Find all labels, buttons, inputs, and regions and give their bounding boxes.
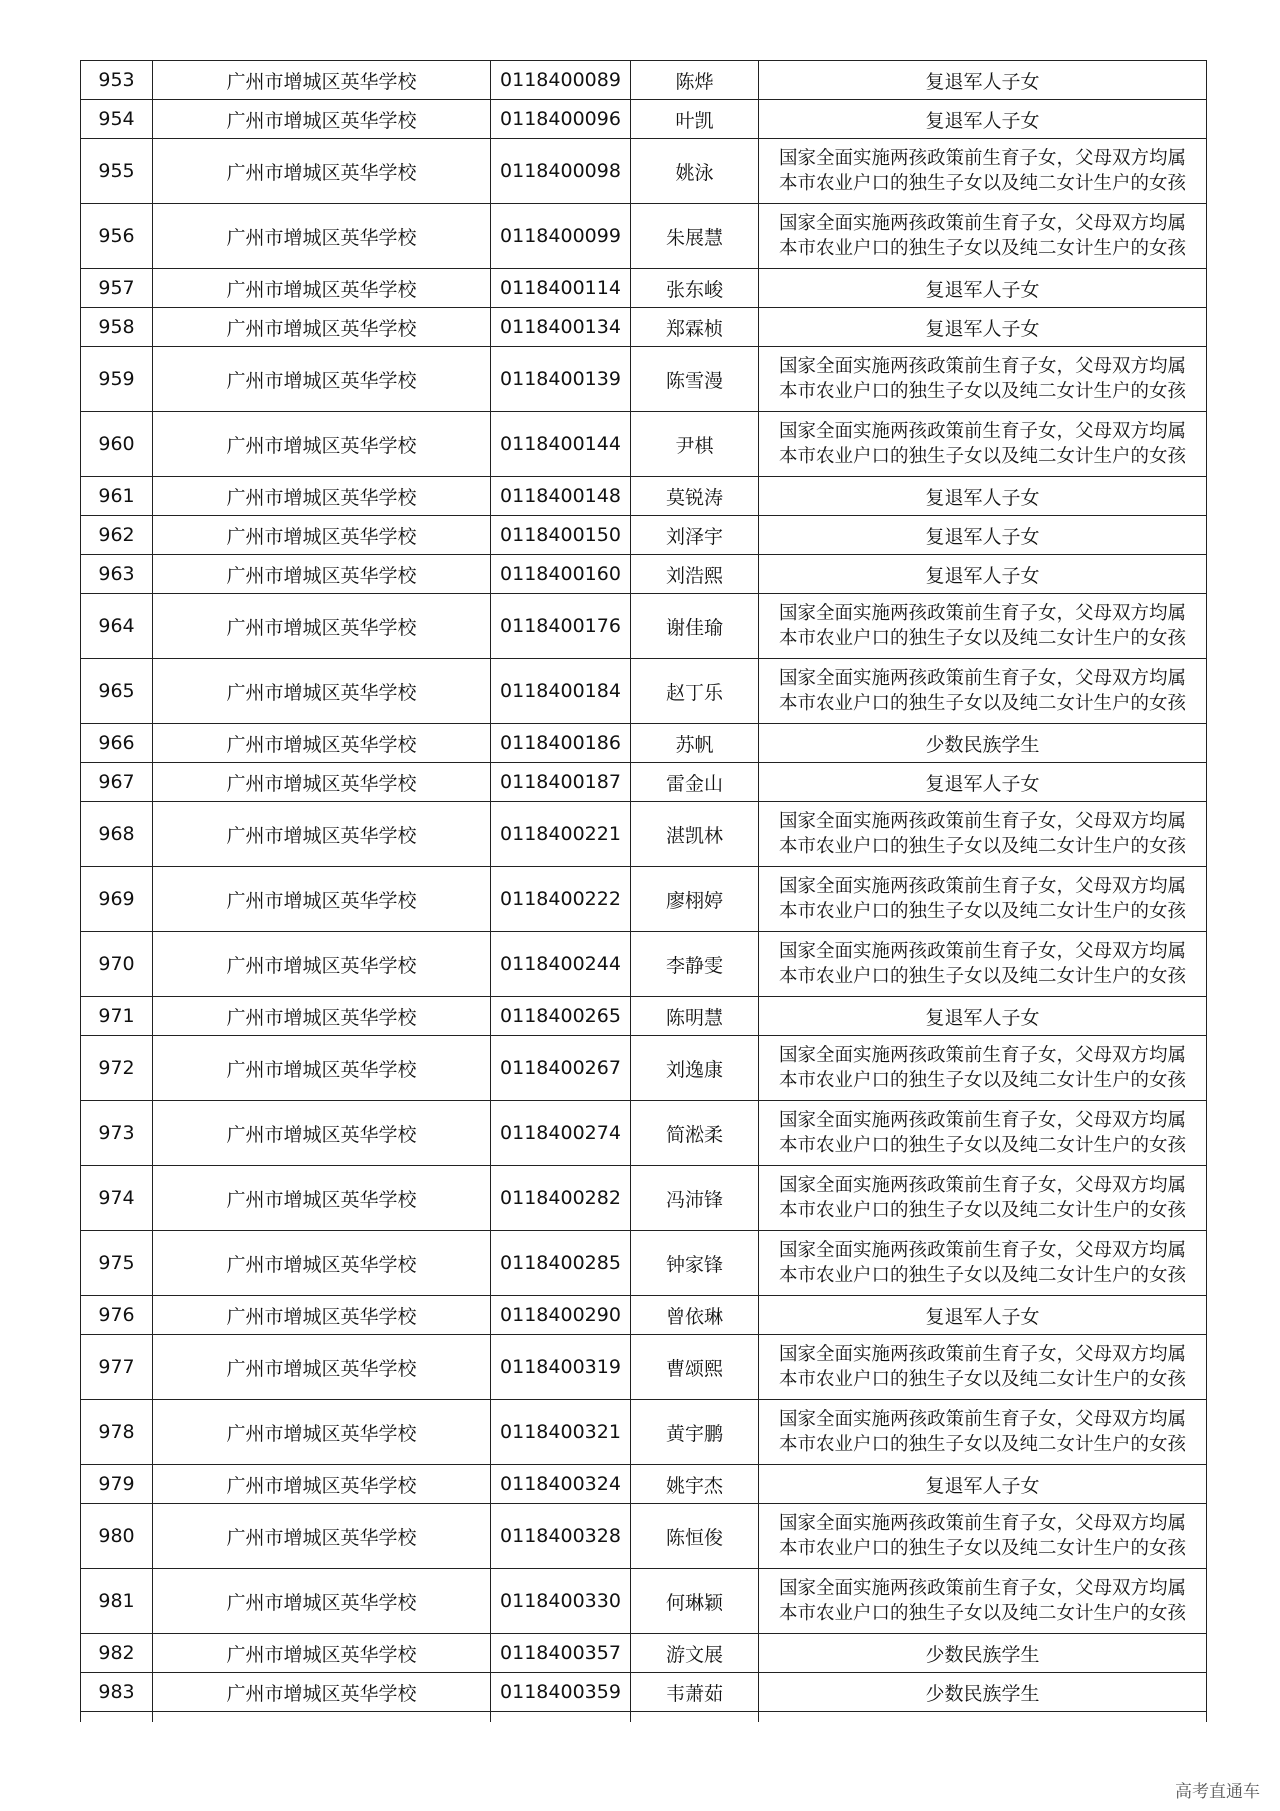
table-row bbox=[81, 1504, 1207, 1569]
category-line: 国家全面实施两孩政策前生育子女，父母双方均属 bbox=[778, 1240, 1186, 1261]
category-line: 本市农业户口的独生子女以及纯二女计生户的女孩 bbox=[778, 1538, 1186, 1559]
category-cell bbox=[759, 1036, 1207, 1101]
student-id-cell: 0118400099 bbox=[491, 204, 631, 269]
category-line: 国家全面实施两孩政策前生育子女，父母双方均属 bbox=[778, 876, 1186, 897]
school-cell: 广州市增城区英华学校 bbox=[153, 802, 491, 867]
row-number-cell: 979 bbox=[81, 1465, 153, 1504]
row-number-cell: 977 bbox=[81, 1335, 153, 1400]
row-number-cell: 968 bbox=[81, 802, 153, 867]
student-id-cell: 0118400150 bbox=[491, 516, 631, 555]
student-id-cell: 0118400187 bbox=[491, 763, 631, 802]
category-cell bbox=[759, 1569, 1207, 1634]
student-name-cell: 曹颂熙 bbox=[631, 1335, 759, 1400]
row-number-cell: 969 bbox=[81, 867, 153, 932]
student-id-cell: 0118400089 bbox=[491, 61, 631, 100]
category-line: 本市农业户口的独生子女以及纯二女计生户的女孩 bbox=[778, 238, 1186, 259]
student-name-cell: 韦萧茹 bbox=[631, 1673, 759, 1712]
student-id-cell: 0118400184 bbox=[491, 659, 631, 724]
student-name-cell: 姚泳 bbox=[631, 139, 759, 204]
student-id-cell: 0118400357 bbox=[491, 1634, 631, 1673]
school-cell: 广州市增城区英华学校 bbox=[153, 1400, 491, 1465]
school-cell: 广州市增城区英华学校 bbox=[153, 659, 491, 724]
category-line: 本市农业户口的独生子女以及纯二女计生户的女孩 bbox=[778, 446, 1186, 467]
category-cell: 复退军人子女 bbox=[759, 997, 1207, 1036]
school-cell: 广州市增城区英华学校 bbox=[153, 1504, 491, 1569]
table-row bbox=[81, 1400, 1207, 1465]
school-cell: 广州市增城区英华学校 bbox=[153, 1634, 491, 1673]
school-cell: 广州市增城区英华学校 bbox=[153, 204, 491, 269]
category-line: 国家全面实施两孩政策前生育子女，父母双方均属 bbox=[778, 811, 1186, 832]
student-name-cell: 莫锐涛 bbox=[631, 477, 759, 516]
student-name-cell: 冯沛锋 bbox=[631, 1166, 759, 1231]
category-cell bbox=[759, 347, 1207, 412]
student-name-cell: 陈恒俊 bbox=[631, 1504, 759, 1569]
student-id-cell: 0118400144 bbox=[491, 412, 631, 477]
school-cell: 广州市增城区英华学校 bbox=[153, 1465, 491, 1504]
student-id-cell: 0118400221 bbox=[491, 802, 631, 867]
student-id-cell: 0118400186 bbox=[491, 724, 631, 763]
student-name-cell: 张东峻 bbox=[631, 269, 759, 308]
category-cell bbox=[759, 1335, 1207, 1400]
student-name-cell: 何琳颖 bbox=[631, 1569, 759, 1634]
school-cell: 广州市增城区英华学校 bbox=[153, 477, 491, 516]
row-number-cell: 957 bbox=[81, 269, 153, 308]
student-table bbox=[80, 60, 1207, 1722]
table-row bbox=[81, 659, 1207, 724]
category-cell bbox=[759, 1504, 1207, 1569]
row-number-cell: 975 bbox=[81, 1231, 153, 1296]
school-cell: 广州市增城区英华学校 bbox=[153, 347, 491, 412]
student-name-cell: 雷金山 bbox=[631, 763, 759, 802]
school-cell: 广州市增城区英华学校 bbox=[153, 139, 491, 204]
student-name-cell: 湛凯林 bbox=[631, 802, 759, 867]
category-cell: 复退军人子女 bbox=[759, 61, 1207, 100]
table-row bbox=[81, 204, 1207, 269]
student-id-cell: 0118400274 bbox=[491, 1101, 631, 1166]
category-cell bbox=[759, 594, 1207, 659]
row-number-cell: 959 bbox=[81, 347, 153, 412]
category-cell: 复退军人子女 bbox=[759, 477, 1207, 516]
category-cell bbox=[759, 1231, 1207, 1296]
category-cell bbox=[759, 659, 1207, 724]
row-number-cell: 956 bbox=[81, 204, 153, 269]
student-name-cell: 刘泽宇 bbox=[631, 516, 759, 555]
table-row bbox=[81, 594, 1207, 659]
row-number-cell: 970 bbox=[81, 932, 153, 997]
table-row bbox=[81, 1036, 1207, 1101]
row-number-cell: 960 bbox=[81, 412, 153, 477]
table-row bbox=[81, 555, 1207, 594]
student-id-cell: 0118400134 bbox=[491, 308, 631, 347]
category-line: 国家全面实施两孩政策前生育子女，父母双方均属 bbox=[778, 1578, 1186, 1599]
category-line: 国家全面实施两孩政策前生育子女，父母双方均属 bbox=[778, 1513, 1186, 1534]
student-name-cell: 叶凯 bbox=[631, 100, 759, 139]
category-line: 国家全面实施两孩政策前生育子女，父母双方均属 bbox=[778, 421, 1186, 442]
school-cell: 广州市增城区英华学校 bbox=[153, 867, 491, 932]
row-number-cell: 961 bbox=[81, 477, 153, 516]
student-name-cell: 姚宇杰 bbox=[631, 1465, 759, 1504]
student-id-cell: 0118400267 bbox=[491, 1036, 631, 1101]
table-row bbox=[81, 139, 1207, 204]
table-row bbox=[81, 932, 1207, 997]
student-id-cell: 0118400222 bbox=[491, 867, 631, 932]
row-number-cell: 958 bbox=[81, 308, 153, 347]
row-number-cell: 983 bbox=[81, 1673, 153, 1712]
student-id-cell: 0118400328 bbox=[491, 1504, 631, 1569]
row-number-cell: 954 bbox=[81, 100, 153, 139]
category-line: 本市农业户口的独生子女以及纯二女计生户的女孩 bbox=[778, 901, 1186, 922]
category-cell bbox=[759, 412, 1207, 477]
table-continuation bbox=[81, 1712, 1207, 1723]
row-number-cell: 965 bbox=[81, 659, 153, 724]
table-row bbox=[81, 1634, 1207, 1673]
category-line: 本市农业户口的独生子女以及纯二女计生户的女孩 bbox=[778, 628, 1186, 649]
student-name-cell: 廖栩婷 bbox=[631, 867, 759, 932]
category-line: 国家全面实施两孩政策前生育子女，父母双方均属 bbox=[778, 603, 1186, 624]
category-line: 本市农业户口的独生子女以及纯二女计生户的女孩 bbox=[778, 381, 1186, 402]
school-cell: 广州市增城区英华学校 bbox=[153, 308, 491, 347]
empty-cell bbox=[759, 1712, 1207, 1723]
student-name-cell: 郑霖桢 bbox=[631, 308, 759, 347]
table-row bbox=[81, 100, 1207, 139]
row-number-cell: 964 bbox=[81, 594, 153, 659]
category-line: 国家全面实施两孩政策前生育子女，父母双方均属 bbox=[778, 668, 1186, 689]
student-name-cell: 曾依琳 bbox=[631, 1296, 759, 1335]
row-number-cell: 973 bbox=[81, 1101, 153, 1166]
empty-cell bbox=[81, 1712, 153, 1723]
table-row bbox=[81, 1166, 1207, 1231]
empty-cell bbox=[631, 1712, 759, 1723]
student-name-cell: 钟家锋 bbox=[631, 1231, 759, 1296]
category-line: 国家全面实施两孩政策前生育子女，父母双方均属 bbox=[778, 1344, 1186, 1365]
student-name-cell: 苏帆 bbox=[631, 724, 759, 763]
category-line: 本市农业户口的独生子女以及纯二女计生户的女孩 bbox=[778, 1603, 1186, 1624]
row-number-cell: 955 bbox=[81, 139, 153, 204]
student-id-cell: 0118400160 bbox=[491, 555, 631, 594]
row-number-cell: 972 bbox=[81, 1036, 153, 1101]
student-name-cell: 刘逸康 bbox=[631, 1036, 759, 1101]
category-line: 本市农业户口的独生子女以及纯二女计生户的女孩 bbox=[778, 966, 1186, 987]
table-row bbox=[81, 724, 1207, 763]
student-name-cell: 陈雪漫 bbox=[631, 347, 759, 412]
student-id-cell: 0118400244 bbox=[491, 932, 631, 997]
student-id-cell: 0118400148 bbox=[491, 477, 631, 516]
school-cell: 广州市增城区英华学校 bbox=[153, 516, 491, 555]
row-number-cell: 953 bbox=[81, 61, 153, 100]
table-row bbox=[81, 1101, 1207, 1166]
student-name-cell: 陈明慧 bbox=[631, 997, 759, 1036]
table-body bbox=[81, 61, 1207, 1723]
student-id-cell: 0118400319 bbox=[491, 1335, 631, 1400]
category-cell bbox=[759, 1400, 1207, 1465]
student-id-cell: 0118400321 bbox=[491, 1400, 631, 1465]
school-cell: 广州市增城区英华学校 bbox=[153, 1101, 491, 1166]
category-line: 本市农业户口的独生子女以及纯二女计生户的女孩 bbox=[778, 1135, 1186, 1156]
category-line: 国家全面实施两孩政策前生育子女，父母双方均属 bbox=[778, 356, 1186, 377]
row-number-cell: 976 bbox=[81, 1296, 153, 1335]
student-id-cell: 0118400139 bbox=[491, 347, 631, 412]
student-name-cell: 李静雯 bbox=[631, 932, 759, 997]
table-row bbox=[81, 1335, 1207, 1400]
student-id-cell: 0118400265 bbox=[491, 997, 631, 1036]
table-row bbox=[81, 763, 1207, 802]
row-number-cell: 963 bbox=[81, 555, 153, 594]
category-line: 国家全面实施两孩政策前生育子女，父母双方均属 bbox=[778, 1110, 1186, 1131]
row-number-cell: 974 bbox=[81, 1166, 153, 1231]
category-cell: 复退军人子女 bbox=[759, 1296, 1207, 1335]
category-line: 本市农业户口的独生子女以及纯二女计生户的女孩 bbox=[778, 836, 1186, 857]
category-cell bbox=[759, 139, 1207, 204]
student-id-cell: 0118400176 bbox=[491, 594, 631, 659]
category-line: 本市农业户口的独生子女以及纯二女计生户的女孩 bbox=[778, 1434, 1186, 1455]
student-name-cell: 尹棋 bbox=[631, 412, 759, 477]
student-id-cell: 0118400096 bbox=[491, 100, 631, 139]
row-number-cell: 981 bbox=[81, 1569, 153, 1634]
category-line: 本市农业户口的独生子女以及纯二女计生户的女孩 bbox=[778, 1265, 1186, 1286]
school-cell: 广州市增城区英华学校 bbox=[153, 61, 491, 100]
row-number-cell: 962 bbox=[81, 516, 153, 555]
category-line: 国家全面实施两孩政策前生育子女，父母双方均属 bbox=[778, 1175, 1186, 1196]
category-cell: 少数民族学生 bbox=[759, 724, 1207, 763]
table-row bbox=[81, 802, 1207, 867]
category-cell bbox=[759, 802, 1207, 867]
student-id-cell: 0118400282 bbox=[491, 1166, 631, 1231]
school-cell: 广州市增城区英华学校 bbox=[153, 1673, 491, 1712]
empty-cell bbox=[491, 1712, 631, 1723]
school-cell: 广州市增城区英华学校 bbox=[153, 1036, 491, 1101]
row-number-cell: 978 bbox=[81, 1400, 153, 1465]
category-cell bbox=[759, 932, 1207, 997]
category-line: 国家全面实施两孩政策前生育子女，父母双方均属 bbox=[778, 941, 1186, 962]
student-id-cell: 0118400098 bbox=[491, 139, 631, 204]
results-sheet bbox=[80, 60, 1206, 1722]
school-cell: 广州市增城区英华学校 bbox=[153, 269, 491, 308]
student-id-cell: 0118400285 bbox=[491, 1231, 631, 1296]
student-name-cell: 谢佳瑜 bbox=[631, 594, 759, 659]
school-cell: 广州市增城区英华学校 bbox=[153, 1166, 491, 1231]
table-row bbox=[81, 61, 1207, 100]
table-row bbox=[81, 997, 1207, 1036]
row-number-cell: 982 bbox=[81, 1634, 153, 1673]
student-id-cell: 0118400114 bbox=[491, 269, 631, 308]
school-cell: 广州市增城区英华学校 bbox=[153, 1231, 491, 1296]
row-number-cell: 980 bbox=[81, 1504, 153, 1569]
student-name-cell: 黄宇鹏 bbox=[631, 1400, 759, 1465]
school-cell: 广州市增城区英华学校 bbox=[153, 555, 491, 594]
category-line: 本市农业户口的独生子女以及纯二女计生户的女孩 bbox=[778, 1369, 1186, 1390]
school-cell: 广州市增城区英华学校 bbox=[153, 724, 491, 763]
watermark-text: 高考直通车 bbox=[1175, 1782, 1260, 1802]
category-cell bbox=[759, 1101, 1207, 1166]
category-cell: 复退军人子女 bbox=[759, 269, 1207, 308]
student-name-cell: 游文展 bbox=[631, 1634, 759, 1673]
row-number-cell: 966 bbox=[81, 724, 153, 763]
table-row bbox=[81, 1569, 1207, 1634]
category-cell bbox=[759, 1166, 1207, 1231]
student-id-cell: 0118400330 bbox=[491, 1569, 631, 1634]
category-line: 国家全面实施两孩政策前生育子女，父母双方均属 bbox=[778, 1045, 1186, 1066]
table-row bbox=[81, 412, 1207, 477]
school-cell: 广州市增城区英华学校 bbox=[153, 1335, 491, 1400]
empty-cell bbox=[153, 1712, 491, 1723]
school-cell: 广州市增城区英华学校 bbox=[153, 594, 491, 659]
category-cell: 复退军人子女 bbox=[759, 1465, 1207, 1504]
category-cell: 复退军人子女 bbox=[759, 308, 1207, 347]
school-cell: 广州市增城区英华学校 bbox=[153, 932, 491, 997]
category-line: 本市农业户口的独生子女以及纯二女计生户的女孩 bbox=[778, 1070, 1186, 1091]
school-cell: 广州市增城区英华学校 bbox=[153, 412, 491, 477]
school-cell: 广州市增城区英华学校 bbox=[153, 763, 491, 802]
category-cell: 复退军人子女 bbox=[759, 100, 1207, 139]
category-cell: 复退军人子女 bbox=[759, 555, 1207, 594]
student-id-cell: 0118400290 bbox=[491, 1296, 631, 1335]
table-row bbox=[81, 1673, 1207, 1712]
table-row bbox=[81, 347, 1207, 412]
table-row bbox=[81, 308, 1207, 347]
student-name-cell: 赵丁乐 bbox=[631, 659, 759, 724]
row-number-cell: 967 bbox=[81, 763, 153, 802]
student-id-cell: 0118400359 bbox=[491, 1673, 631, 1712]
table-row bbox=[81, 269, 1207, 308]
category-line: 国家全面实施两孩政策前生育子女，父母双方均属 bbox=[778, 1409, 1186, 1430]
school-cell: 广州市增城区英华学校 bbox=[153, 100, 491, 139]
row-number-cell: 971 bbox=[81, 997, 153, 1036]
category-cell bbox=[759, 204, 1207, 269]
student-name-cell: 刘浩熙 bbox=[631, 555, 759, 594]
table-row bbox=[81, 1465, 1207, 1504]
school-cell: 广州市增城区英华学校 bbox=[153, 1296, 491, 1335]
student-name-cell: 简淞柔 bbox=[631, 1101, 759, 1166]
school-cell: 广州市增城区英华学校 bbox=[153, 1569, 491, 1634]
category-cell: 复退军人子女 bbox=[759, 763, 1207, 802]
category-line: 本市农业户口的独生子女以及纯二女计生户的女孩 bbox=[778, 1200, 1186, 1221]
school-cell: 广州市增城区英华学校 bbox=[153, 997, 491, 1036]
table-row bbox=[81, 516, 1207, 555]
table-row bbox=[81, 867, 1207, 932]
table-row bbox=[81, 1296, 1207, 1335]
category-cell: 复退军人子女 bbox=[759, 516, 1207, 555]
category-cell bbox=[759, 867, 1207, 932]
student-name-cell: 陈烨 bbox=[631, 61, 759, 100]
student-id-cell: 0118400324 bbox=[491, 1465, 631, 1504]
table-row bbox=[81, 1231, 1207, 1296]
table-row bbox=[81, 477, 1207, 516]
category-cell: 少数民族学生 bbox=[759, 1634, 1207, 1673]
category-cell: 少数民族学生 bbox=[759, 1673, 1207, 1712]
category-line: 本市农业户口的独生子女以及纯二女计生户的女孩 bbox=[778, 693, 1186, 714]
student-name-cell: 朱展慧 bbox=[631, 204, 759, 269]
category-line: 国家全面实施两孩政策前生育子女，父母双方均属 bbox=[778, 213, 1186, 234]
category-line: 本市农业户口的独生子女以及纯二女计生户的女孩 bbox=[778, 173, 1186, 194]
category-line: 国家全面实施两孩政策前生育子女，父母双方均属 bbox=[778, 148, 1186, 169]
